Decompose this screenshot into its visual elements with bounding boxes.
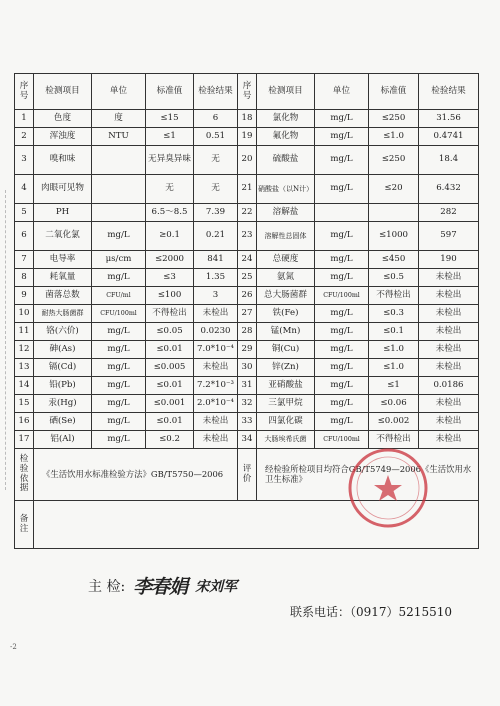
row-unit: mg/L xyxy=(92,359,146,377)
row-result: 2.0*10⁻⁴ xyxy=(194,395,238,413)
basis-label: 检验依据 xyxy=(15,449,34,501)
row-result: 未检出 xyxy=(194,431,238,449)
row-no-right: 31 xyxy=(238,377,257,395)
row-unit-right xyxy=(315,204,369,222)
row-std-right: 不得检出 xyxy=(369,287,419,305)
header-result-right: 检验结果 xyxy=(419,74,479,110)
row-result-right: 0.0186 xyxy=(419,377,479,395)
row-no-right: 25 xyxy=(238,269,257,287)
row-std-right: ≤0.06 xyxy=(369,395,419,413)
row-std-right: ≤0.5 xyxy=(369,269,419,287)
binding-margin xyxy=(5,190,7,490)
remarks-row xyxy=(15,501,479,549)
row-no-right: 28 xyxy=(238,323,257,341)
row-item-right: 铁(Fe) xyxy=(257,305,315,323)
row-std: ≤0.01 xyxy=(146,413,194,431)
row-no: 2 xyxy=(15,128,34,146)
table-row xyxy=(15,305,479,323)
row-unit-right: mg/L xyxy=(315,146,369,175)
table-row xyxy=(15,222,479,251)
row-result-right: 未检出 xyxy=(419,341,479,359)
row-std: ≤15 xyxy=(146,110,194,128)
row-result-right: 18.4 xyxy=(419,146,479,175)
row-unit-right: mg/L xyxy=(315,128,369,146)
row-std-right: ≤1.0 xyxy=(369,341,419,359)
row-item-right: 大肠埃希氏菌 xyxy=(257,431,315,449)
row-no-right: 18 xyxy=(238,110,257,128)
row-result-right: 未检出 xyxy=(419,269,479,287)
inspector-label: 主 检: xyxy=(88,578,126,595)
page-number: -2 xyxy=(10,643,17,651)
row-result: 841 xyxy=(194,251,238,269)
remarks-label: 备注 xyxy=(15,501,34,549)
table-row xyxy=(15,128,479,146)
row-item-right: 三氯甲烷 xyxy=(257,395,315,413)
remarks-content xyxy=(34,501,479,549)
table-row xyxy=(15,175,479,204)
row-unit: NTU xyxy=(92,128,146,146)
row-no: 9 xyxy=(15,287,34,305)
signature-row xyxy=(88,572,237,599)
row-result: 未检出 xyxy=(194,305,238,323)
table-row xyxy=(15,146,479,175)
row-std: 无 xyxy=(146,175,194,204)
row-item: 镉(Cd) xyxy=(34,359,92,377)
row-no-right: 21 xyxy=(238,175,257,204)
row-item-right: 硫酸盐 xyxy=(257,146,315,175)
row-std-right xyxy=(369,204,419,222)
row-result-right: 未检出 xyxy=(419,323,479,341)
row-item: 砷(As) xyxy=(34,341,92,359)
row-std: ≤0.01 xyxy=(146,377,194,395)
inspector-signature: 李春娟 xyxy=(133,576,188,598)
row-std: ≥0.1 xyxy=(146,222,194,251)
row-item-right: 铜(Cu) xyxy=(257,341,315,359)
header-item: 检测项目 xyxy=(34,74,92,110)
row-unit-right: mg/L xyxy=(315,323,369,341)
row-std: ≤0.05 xyxy=(146,323,194,341)
row-no-right: 34 xyxy=(238,431,257,449)
row-no: 1 xyxy=(15,110,34,128)
row-no: 7 xyxy=(15,251,34,269)
row-result-right: 597 xyxy=(419,222,479,251)
row-item: 浑浊度 xyxy=(34,128,92,146)
row-no: 8 xyxy=(15,269,34,287)
row-std-right: ≤250 xyxy=(369,146,419,175)
table-row xyxy=(15,431,479,449)
row-no-right: 24 xyxy=(238,251,257,269)
row-unit-right: mg/L xyxy=(315,395,369,413)
table-header-row xyxy=(15,74,479,110)
evaluation-text: 经检验所检项目均符合GB/T5749—2006《生活饮用水卫生标准》 xyxy=(257,449,479,501)
row-item-right: 锌(Zn) xyxy=(257,359,315,377)
row-std-right: ≤450 xyxy=(369,251,419,269)
table-row xyxy=(15,377,479,395)
row-unit-right: mg/L xyxy=(315,175,369,204)
row-result-right: 282 xyxy=(419,204,479,222)
row-unit-right: mg/L xyxy=(315,251,369,269)
row-std-right: ≤1000 xyxy=(369,222,419,251)
header-item-right: 检测项目 xyxy=(257,74,315,110)
row-no-right: 30 xyxy=(238,359,257,377)
row-unit: mg/L xyxy=(92,377,146,395)
row-result: 未检出 xyxy=(194,413,238,431)
row-item-right: 氟化物 xyxy=(257,128,315,146)
row-std: 6.5～8.5 xyxy=(146,204,194,222)
row-no: 11 xyxy=(15,323,34,341)
row-no: 12 xyxy=(15,341,34,359)
row-result-right: 31.56 xyxy=(419,110,479,128)
row-result-right: 未检出 xyxy=(419,305,479,323)
row-no: 14 xyxy=(15,377,34,395)
row-no: 6 xyxy=(15,222,34,251)
row-std: ≤100 xyxy=(146,287,194,305)
row-std: ≤1 xyxy=(146,128,194,146)
row-item: 电导率 xyxy=(34,251,92,269)
row-item: 嗅和味 xyxy=(34,146,92,175)
row-std: ≤3 xyxy=(146,269,194,287)
row-unit xyxy=(92,175,146,204)
row-result-right: 未检出 xyxy=(419,359,479,377)
row-item-right: 总大肠菌群 xyxy=(257,287,315,305)
row-result: 6 xyxy=(194,110,238,128)
row-unit xyxy=(92,146,146,175)
row-result-right: 未检出 xyxy=(419,395,479,413)
row-item-right: 氯化物 xyxy=(257,110,315,128)
row-item: 肉眼可见物 xyxy=(34,175,92,204)
row-std-right: ≤1 xyxy=(369,377,419,395)
basis-text: 《生活饮用水标准检验方法》GB/T5750—2006 xyxy=(34,449,238,501)
row-item-right: 四氯化碳 xyxy=(257,413,315,431)
row-unit: CFU/100ml xyxy=(92,305,146,323)
row-no-right: 22 xyxy=(238,204,257,222)
table-row xyxy=(15,110,479,128)
row-unit: mg/L xyxy=(92,395,146,413)
row-std: ≤0.005 xyxy=(146,359,194,377)
row-unit xyxy=(92,204,146,222)
row-item-right: 溶解性总固体 xyxy=(257,222,315,251)
row-unit-right: mg/L xyxy=(315,305,369,323)
basis-row xyxy=(15,449,479,501)
row-unit: 度 xyxy=(92,110,146,128)
row-result: 1.35 xyxy=(194,269,238,287)
contact-phone: 联系电话：（0917）5215510 xyxy=(290,605,452,619)
row-unit: mg/L xyxy=(92,269,146,287)
row-result-right: 未检出 xyxy=(419,287,479,305)
header-no: 序号 xyxy=(15,74,34,110)
row-item-right: 锰(Mn) xyxy=(257,323,315,341)
row-item-right: 氨氮 xyxy=(257,269,315,287)
row-no-right: 26 xyxy=(238,287,257,305)
row-no: 5 xyxy=(15,204,34,222)
row-result: 7.2*10⁻³ xyxy=(194,377,238,395)
row-std: ≤0.2 xyxy=(146,431,194,449)
row-item: 色度 xyxy=(34,110,92,128)
header-unit: 单位 xyxy=(92,74,146,110)
row-result-right: 0.4741 xyxy=(419,128,479,146)
row-result: 7.39 xyxy=(194,204,238,222)
row-item: 硒(Se) xyxy=(34,413,92,431)
row-item-right: 溶解盐 xyxy=(257,204,315,222)
header-std: 标准值 xyxy=(146,74,194,110)
row-result: 未检出 xyxy=(194,359,238,377)
row-item: 菌落总数 xyxy=(34,287,92,305)
row-no-right: 32 xyxy=(238,395,257,413)
row-no: 3 xyxy=(15,146,34,175)
row-std-right: ≤250 xyxy=(369,110,419,128)
row-no: 13 xyxy=(15,359,34,377)
row-item: 铅(Pb) xyxy=(34,377,92,395)
header-result: 检验结果 xyxy=(194,74,238,110)
row-item-right: 硝酸盐（以N计） xyxy=(257,175,315,204)
header-unit-right: 单位 xyxy=(315,74,369,110)
row-result-right: 未检出 xyxy=(419,413,479,431)
row-no: 17 xyxy=(15,431,34,449)
row-no-right: 20 xyxy=(238,146,257,175)
table-row xyxy=(15,395,479,413)
row-unit-right: mg/L xyxy=(315,269,369,287)
row-result-right: 190 xyxy=(419,251,479,269)
row-unit: mg/L xyxy=(92,431,146,449)
row-std: ≤0.01 xyxy=(146,341,194,359)
row-result-right: 未检出 xyxy=(419,431,479,449)
row-item: 二氧化氯 xyxy=(34,222,92,251)
row-no: 10 xyxy=(15,305,34,323)
row-result-right: 6.432 xyxy=(419,175,479,204)
row-no-right: 23 xyxy=(238,222,257,251)
row-unit: μs/cm xyxy=(92,251,146,269)
row-item: 耗氧量 xyxy=(34,269,92,287)
table-row xyxy=(15,323,479,341)
row-std: 无异臭异味 xyxy=(146,146,194,175)
row-unit: mg/L xyxy=(92,413,146,431)
row-unit: mg/L xyxy=(92,222,146,251)
header-std-right: 标准值 xyxy=(369,74,419,110)
row-std: 不得检出 xyxy=(146,305,194,323)
row-result: 7.0*10⁻⁴ xyxy=(194,341,238,359)
table-row xyxy=(15,359,479,377)
row-result: 0.0230 xyxy=(194,323,238,341)
table-row xyxy=(15,204,479,222)
row-unit-right: mg/L xyxy=(315,341,369,359)
table-row xyxy=(15,287,479,305)
row-std: ≤0.001 xyxy=(146,395,194,413)
row-result: 0.21 xyxy=(194,222,238,251)
row-unit: mg/L xyxy=(92,323,146,341)
row-std: ≤2000 xyxy=(146,251,194,269)
row-no-right: 33 xyxy=(238,413,257,431)
table-row xyxy=(15,251,479,269)
row-std-right: ≤0.3 xyxy=(369,305,419,323)
row-no-right: 29 xyxy=(238,341,257,359)
row-std-right: ≤1.0 xyxy=(369,128,419,146)
reviewer-signature: 宋刘军 xyxy=(195,578,238,595)
row-unit-right: mg/L xyxy=(315,222,369,251)
row-no-right: 19 xyxy=(238,128,257,146)
row-item: 铝(Al) xyxy=(34,431,92,449)
row-std-right: 不得检出 xyxy=(369,431,419,449)
row-std-right: ≤0.002 xyxy=(369,413,419,431)
table-row xyxy=(15,341,479,359)
row-item: PH xyxy=(34,204,92,222)
table-row xyxy=(15,269,479,287)
row-std-right: ≤0.1 xyxy=(369,323,419,341)
row-unit: CFU/ml xyxy=(92,287,146,305)
row-result: 3 xyxy=(194,287,238,305)
row-unit-right: CFU/100ml xyxy=(315,431,369,449)
row-item-right: 亚硝酸盐 xyxy=(257,377,315,395)
row-std-right: ≤1.0 xyxy=(369,359,419,377)
row-item: 汞(Hg) xyxy=(34,395,92,413)
test-results-table xyxy=(14,73,479,549)
row-unit-right: CFU/100ml xyxy=(315,287,369,305)
row-unit-right: mg/L xyxy=(315,110,369,128)
row-item-right: 总硬度 xyxy=(257,251,315,269)
row-item: 耐热大肠菌群 xyxy=(34,305,92,323)
row-unit-right: mg/L xyxy=(315,377,369,395)
row-no: 4 xyxy=(15,175,34,204)
row-no: 16 xyxy=(15,413,34,431)
row-std-right: ≤20 xyxy=(369,175,419,204)
row-unit: mg/L xyxy=(92,341,146,359)
row-result: 无 xyxy=(194,175,238,204)
row-unit-right: mg/L xyxy=(315,413,369,431)
evaluation-label: 评价 xyxy=(238,449,257,501)
row-unit-right: mg/L xyxy=(315,359,369,377)
row-result: 0.51 xyxy=(194,128,238,146)
table-row xyxy=(15,413,479,431)
row-no: 15 xyxy=(15,395,34,413)
row-no-right: 27 xyxy=(238,305,257,323)
row-item: 铬(六价) xyxy=(34,323,92,341)
row-result: 无 xyxy=(194,146,238,175)
header-no-right: 序号 xyxy=(238,74,257,110)
